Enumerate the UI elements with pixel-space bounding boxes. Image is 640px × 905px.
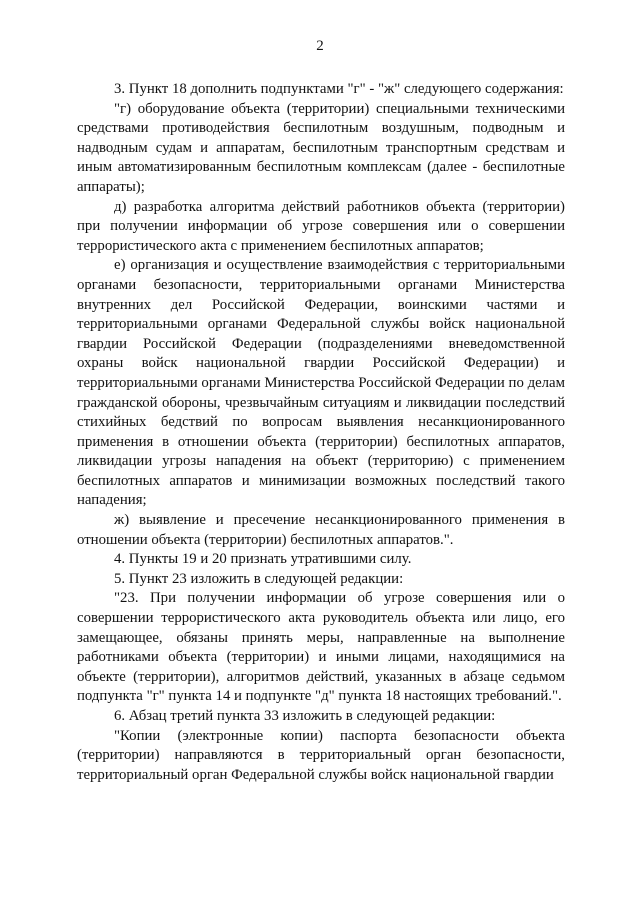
subparagraph-d: д) разработка алгоритма действий работников объекта (территории) при получении информации об угрозе совершения или о совершении террористического акта с применением беспилотных аппаратов; xyxy=(77,198,565,254)
paragraph-item-6: 6. Абзац третий пункта 33 изложить в следующей редакции: xyxy=(114,708,496,724)
subparagraph-zh: ж) выявление и пресечение несанкционированного применения в отношении объекта (территории) беспилотных аппаратов.". xyxy=(77,512,565,548)
subparagraph-g: "г) оборудование объекта (территории) специальными техническими средствами противодействия беспилотным воздушным, подводным и надводным судам и аппаратам, беспилотным транспортным средствам и иным автоматизированным беспилотным комплексам (далее - беспилотные аппараты); xyxy=(77,100,565,195)
paragraph-copies-text: "Копии (электронные копии) паспорта безопасности объекта (территории) направляются в территориальный орган безопасности, территориальный орган Федеральной службы войск национальной гвардии xyxy=(77,727,565,783)
paragraph-item-3: 3. Пункт 18 дополнить подпунктами "г" - "ж" следующего содержания: xyxy=(114,81,564,97)
subparagraph-e: е) организация и осуществление взаимодействия с территориальными органами безопасности, территориальными органами Министерства внутренних дел Российской Федерации, воинскими частями и территориальными органами Федеральной службы войск национальной гвардии Российской Федерации (подразделениями вневедомственной охраны войск национальной гвардии Российской Федерации) и территориальными органами Министерства Российской Федерации по делам гражданской обороны, чрезвычайным ситуациям и ликвидации последствий стихийных бедствий по вопросам выявления несанкционированного применения в отношении объекта (территории) беспилотных аппаратов, ликвидации угрозы нападения на объект (территорию) с применением беспилотных аппаратов и минимизации возможных последствий такого нападения; xyxy=(77,257,565,509)
page-number: 2 xyxy=(316,38,324,54)
document-body xyxy=(77,80,565,785)
paragraph-item-5: 5. Пункт 23 изложить в следующей редакции: xyxy=(114,570,404,587)
paragraph-item-23-text: "23. При получении информации об угрозе совершения или о совершении террористического акта руководитель объекта или лицо, его замещающее, обязаны принять меры, направленные на выполнение работниками объекта (территории) и иными лицами, находящимися на объекте (территории), алгоритмов действий, указанных в абзаце седьмом подпункта "г" пункта 14 и подпункте "д" пункта 18 настоящих требований.". xyxy=(77,590,565,705)
paragraph-item-4: 4. Пункты 19 и 20 признать утратившими силу. xyxy=(114,551,412,568)
